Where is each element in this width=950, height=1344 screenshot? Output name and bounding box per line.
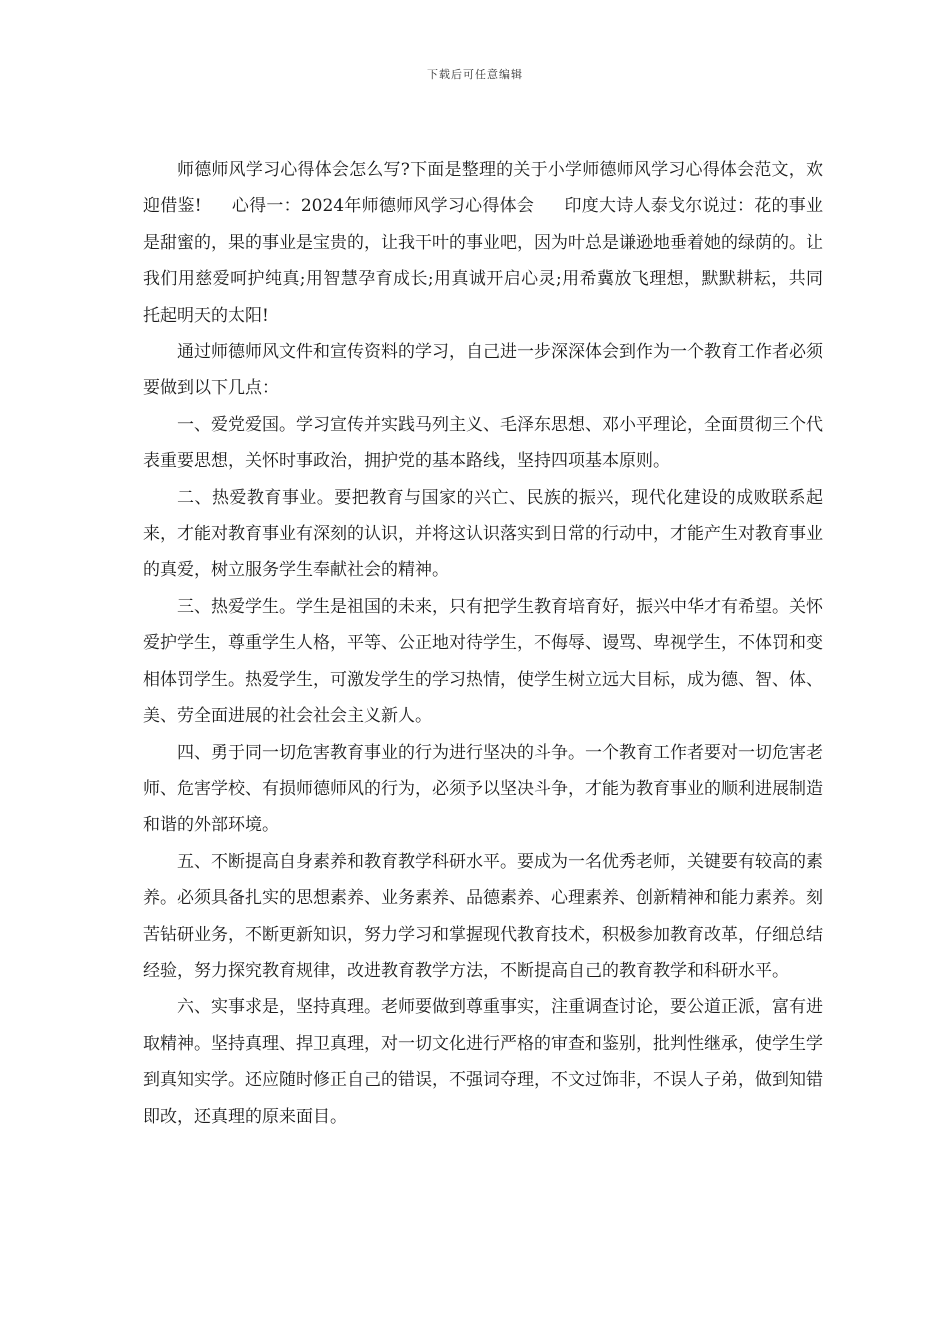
intro-text-part-1: 师德师风学习心得体会怎么写?下面是整理的关于小学师德师风学习心得体会范文，欢迎借鉴! (143, 160, 823, 217)
body-paragraph: 通过师德师风文件和宣传资料的学习，自己进一步深深体会到作为一个教育工作者必须要做到以下几点： (143, 342, 823, 399)
page-header-note: 下载后可任意编辑 (427, 68, 523, 81)
body-paragraph: 六、实事求是，坚持真理。老师要做到尊重事实，注重调查讨论，要公道正派，富有进取精神。坚持真理、捍卫真理，对一切文化进行严格的审查和鉴别，批判性继承，使学生学到真知实学。还应随时修正自己的错误，不强词夺理，不文过饰非，不误人子弟，做到知错即改，还真理的原来面目。 (143, 997, 823, 1127)
document-body (143, 152, 823, 1135)
body-paragraph: 五、不断提高自身素养和教育教学科研水平。要成为一名优秀老师，关键要有较高的素养。必须具备扎实的思想素养、业务素养、品德素养、心理素养、创新精神和能力素养。刻苦钻研业务，不断更新知识，努力学习和掌握现代教育技术，积极参加教育改革，仔细总结经验，努力探究教育规律，改进教育教学方法，不断提高自己的教育教学和科研水平。 (143, 851, 823, 981)
body-paragraph: 一、爱党爱国。学习宣传并实践马列主义、毛泽东思想、邓小平理论，全面贯彻三个代表重要思想，关怀时事政治，拥护党的基本路线，坚持四项基本原则。 (143, 414, 823, 472)
intro-text-part-3: 印度大诗人泰戈尔说过：花的事业是甜蜜的，果的事业是宝贵的，让我干叶的事业吧，因为叶总是谦逊地垂着她的绿荫的。让我们用慈爱呵护纯真;用智慧孕育成长;用真诚开启心灵;用希冀放飞理想，默默耕耘，共同托起明天的太阳! (143, 196, 823, 326)
intro-text-part-2: 心得一：2024年师德师风学习心得体会 (231, 196, 535, 217)
intro-paragraph (143, 152, 823, 334)
body-paragraph: 三、热爱学生。学生是祖国的未来，只有把学生教育培育好，振兴中华才有希望。关怀爱护学生，尊重学生人格，平等、公正地对待学生，不侮辱、谩骂、卑视学生，不体罚和变相体罚学生。热爱学生，可激发学生的学习热情，使学生树立远大目标，成为德、智、体、美、劳全面进展的社会社会主义新人。 (143, 596, 823, 727)
body-paragraph: 四、勇于同一切危害教育事业的行为进行坚决的斗争。一个教育工作者要对一切危害老师、危害学校、有损师德师风的行为，必须予以坚决斗争，才能为教育事业的顺利进展制造和谐的外部环境。 (143, 742, 823, 836)
body-paragraph: 二、热爱教育事业。要把教育与国家的兴亡、民族的振兴，现代化建设的成败联系起来，才能对教育事业有深刻的认识，并将这认识落实到日常的行动中，才能产生对教育事业的真爱，树立服务学生奉献社会的精神。 (143, 487, 823, 581)
